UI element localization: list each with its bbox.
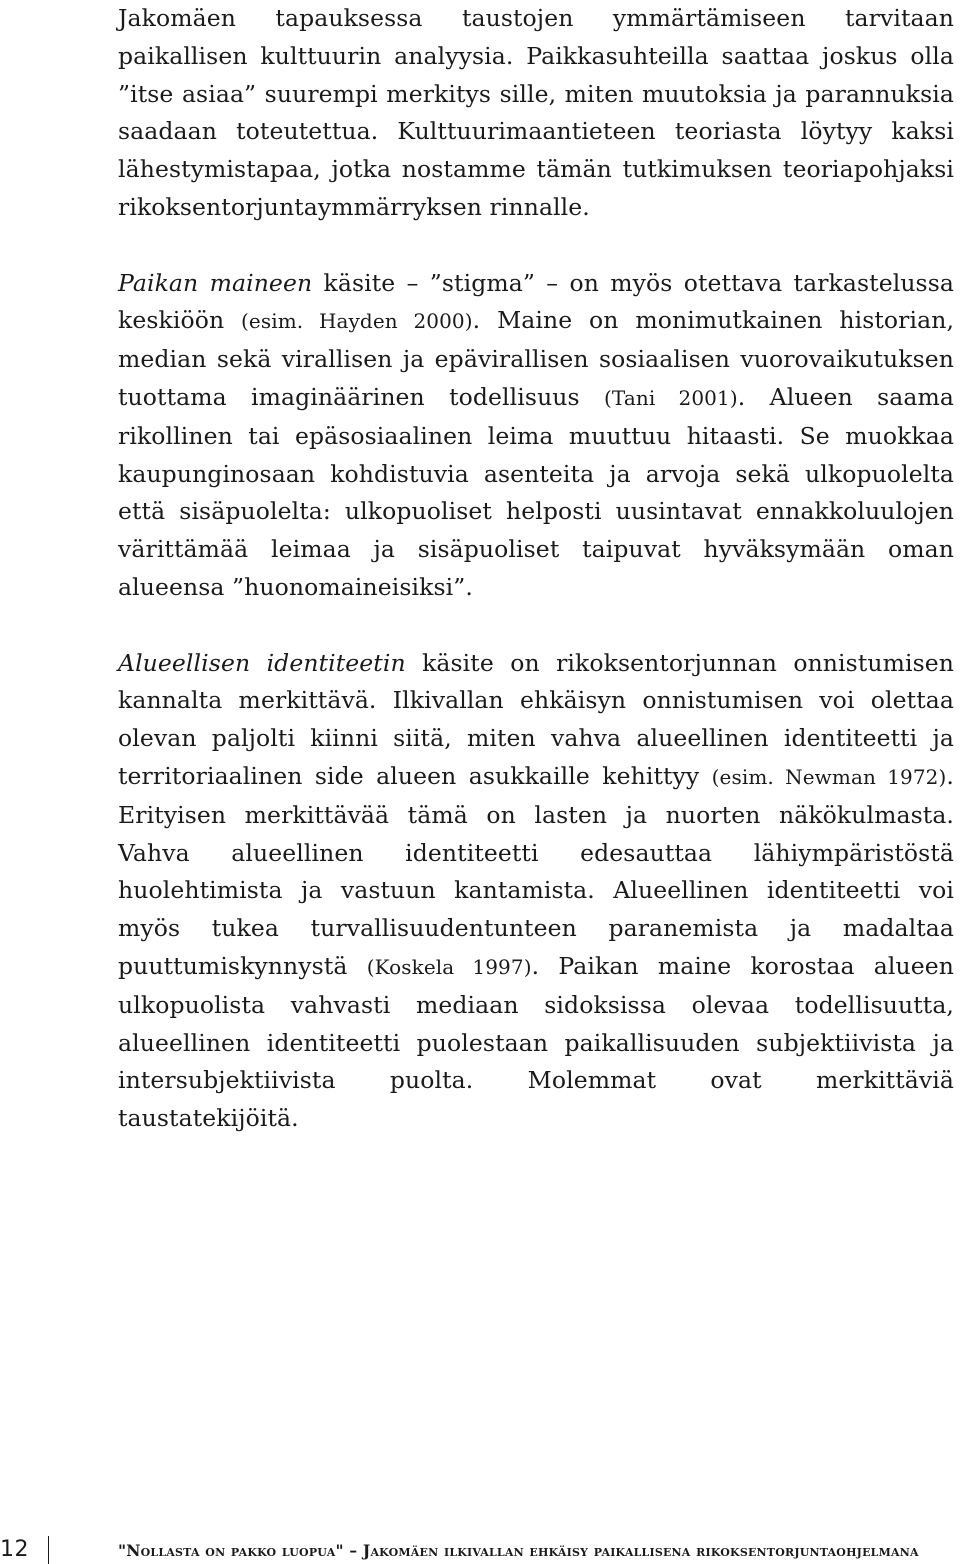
citation: (esim. Hayden 2000) <box>241 309 473 334</box>
emphasized-term: Paikan maineen <box>118 268 313 297</box>
paragraph-text: . Erityisen merkittävää tämä on lasten ja nuorten näkökulmasta. Vahva alueellinen identiteetti edesauttaa lähiympäristöstä huolehtimista ja vastuun kantamista. Alueellinen identiteetti voi myös tukea turvallisuudentunteen paranemista ja madaltaa puuttumiskynnystä <box>118 761 954 980</box>
citation: (Tani 2001) <box>604 385 738 410</box>
citation: (Koskela 1997) <box>366 954 532 979</box>
paragraph-text: käsite on rikoksentorjunnan onnistumisen kannalta merkittävä. Ilkivallan ehkäisyn onnistumisen voi olettaa olevan paljolti kiinni siitä, miten vahva alueellinen identiteetti ja territoriaalinen side alueen asukkaille kehittyy <box>118 648 954 790</box>
page-number: 12 <box>0 1537 29 1562</box>
running-head: "Nollasta on pakko luopua" – Jakomäen ilkivallan ehkäisy paikallisena rikoksentorjuntaohjelmana <box>118 1541 919 1560</box>
paragraph-text: . Maine on monimutkainen historian, median sekä virallisen ja epävirallisen sosiaalisen vuorovaikutuksen tuottama imaginäärinen todellisuus <box>118 306 955 411</box>
paragraph-local-culture <box>118 0 954 227</box>
page-footer <box>0 1536 960 1564</box>
paragraph-text: . Alueen saama rikollinen tai epäsosiaalinen leima muuttuu hitaasti. Se muokkaa kaupunginosaan kohdistuvia asenteita ja arvoja sekä ulkopuolelta että sisäpuolelta: ulkopuoliset helposti uusintavat ennakkoluulojen värittämää leimaa ja sisäpuoliset taipuvat hyväksymään oman alueensa ”huonomaineisiksi”. <box>118 382 954 601</box>
emphasized-term: Alueellisen identiteetin <box>118 648 406 677</box>
paragraph-text: . Paikan maine korostaa alueen ulkopuolista vahvasti mediaan sidoksissa olevaa todellisuutta, alueellinen identiteetti puolestaan paikallisuuden subjektiivista ja intersubjektiivista puolta. Molemmat ovat merkittäviä taustatekijöitä. <box>118 951 954 1133</box>
footer-divider <box>48 1536 49 1564</box>
paragraph-text: käsite – ”stigma” – on myös otettava tarkastelussa keskiöön <box>118 268 954 335</box>
paragraph-regional-identity <box>118 645 954 1138</box>
document-body <box>118 0 954 1138</box>
paragraph-place-reputation <box>118 265 954 607</box>
citation: (esim. Newman 1972) <box>711 764 947 789</box>
paragraph-text: Jakomäen tapauksessa taustojen ymmärtämiseen tarvitaan paikallisen kulttuurin analyysia. Paikkasuhteilla saattaa joskus olla ”itse asiaa” suurempi merkitys sille, miten muutoksia ja parannuksia saadaan toteutettua. Kulttuurimaantieteen teoriasta löytyy kaksi lähestymistapaa, jotka nostamme tämän tutkimuksen teoriapohjaksi rikoksentorjuntaymmärryksen rinnalle. <box>118 4 954 221</box>
